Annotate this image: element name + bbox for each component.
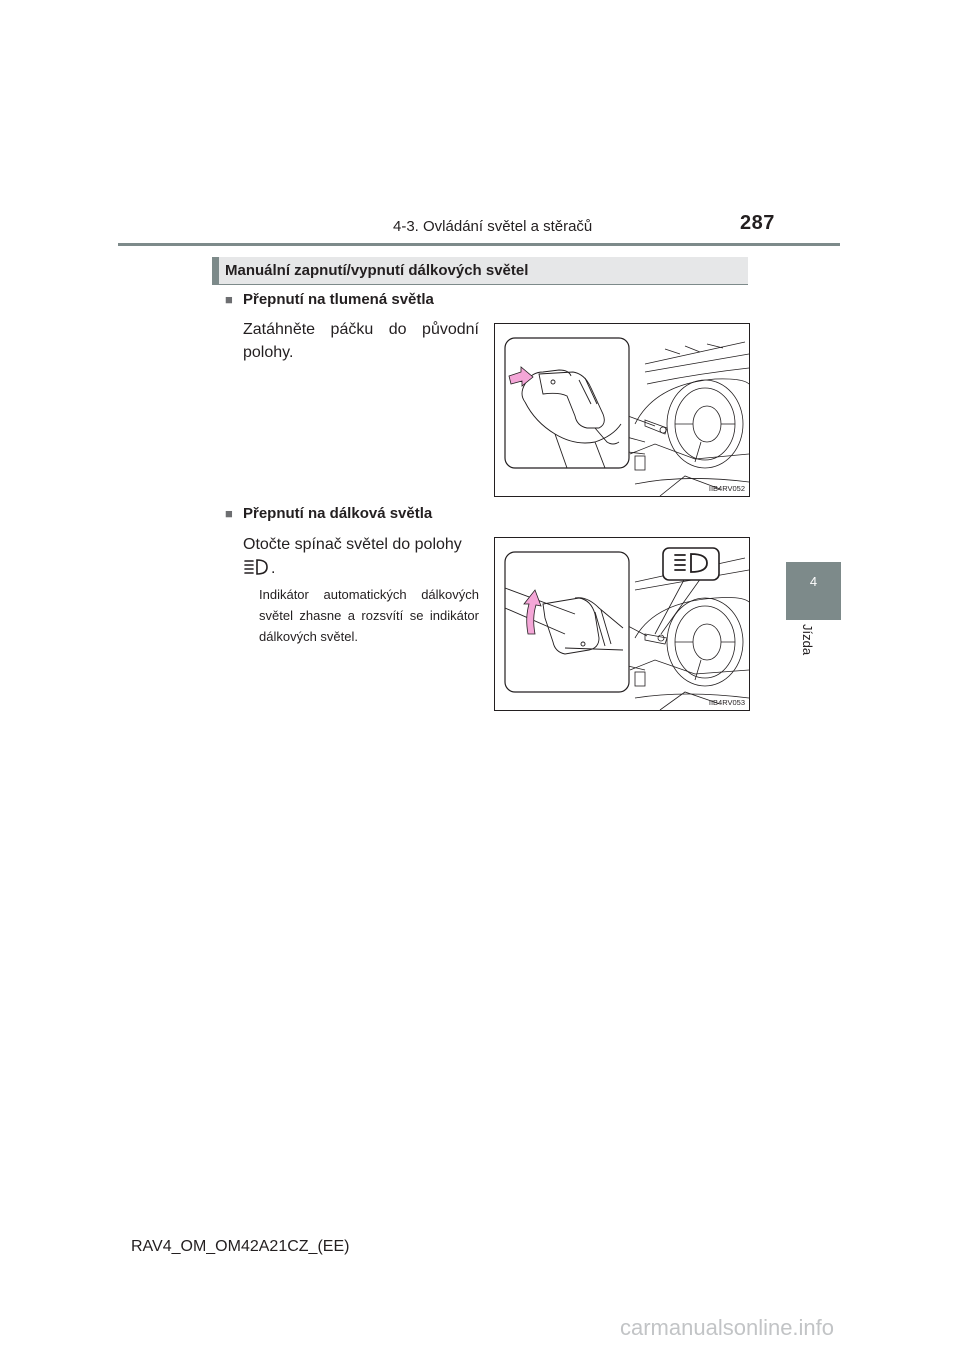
section-heading: Manuální zapnutí/vypnutí dálkových světel bbox=[225, 262, 529, 279]
bullet-square: ■ bbox=[225, 506, 233, 521]
chapter-number: 4 bbox=[809, 574, 818, 589]
item-body-high-beam: Otočte spínač světel do polohy bbox=[243, 536, 462, 553]
figure-high-beam bbox=[494, 537, 750, 711]
bullet-square: ■ bbox=[225, 292, 233, 307]
header-rule bbox=[118, 243, 840, 246]
item-title-low-beam: Přepnutí na tlumená světla bbox=[243, 291, 434, 308]
page-number: 287 bbox=[740, 212, 775, 234]
watermark: carmanualsonline.info bbox=[620, 1315, 835, 1340]
figure-high-beam-illustration bbox=[495, 538, 749, 710]
figure-low-beam bbox=[494, 323, 750, 497]
chapter-label: Jízda bbox=[800, 624, 815, 656]
item-body-low-beam: Zatáhněte páčku do původní polohy. bbox=[243, 321, 479, 361]
figure-low-beam-illustration bbox=[495, 324, 749, 496]
section-heading-stripe bbox=[212, 257, 219, 285]
figure-caption: IIB4RV052 bbox=[708, 484, 745, 493]
figure-caption: IIB4RV053 bbox=[708, 698, 745, 707]
chapter-tab bbox=[786, 562, 841, 620]
high-beam-icon bbox=[243, 558, 269, 578]
item-title-high-beam: Přepnutí na dálková světla bbox=[243, 505, 433, 522]
item-body-high-beam-end: . bbox=[271, 560, 276, 577]
section-title: 4-3. Ovládání světel a stěračů bbox=[393, 218, 593, 235]
item-note-high-beam: Indikátor automatických dálkových světel zhasne a rozsvítí se indikátor dálkových světel. bbox=[259, 587, 479, 644]
document-code: RAV4_OM_OM42A21CZ_(EE) bbox=[131, 1238, 350, 1255]
